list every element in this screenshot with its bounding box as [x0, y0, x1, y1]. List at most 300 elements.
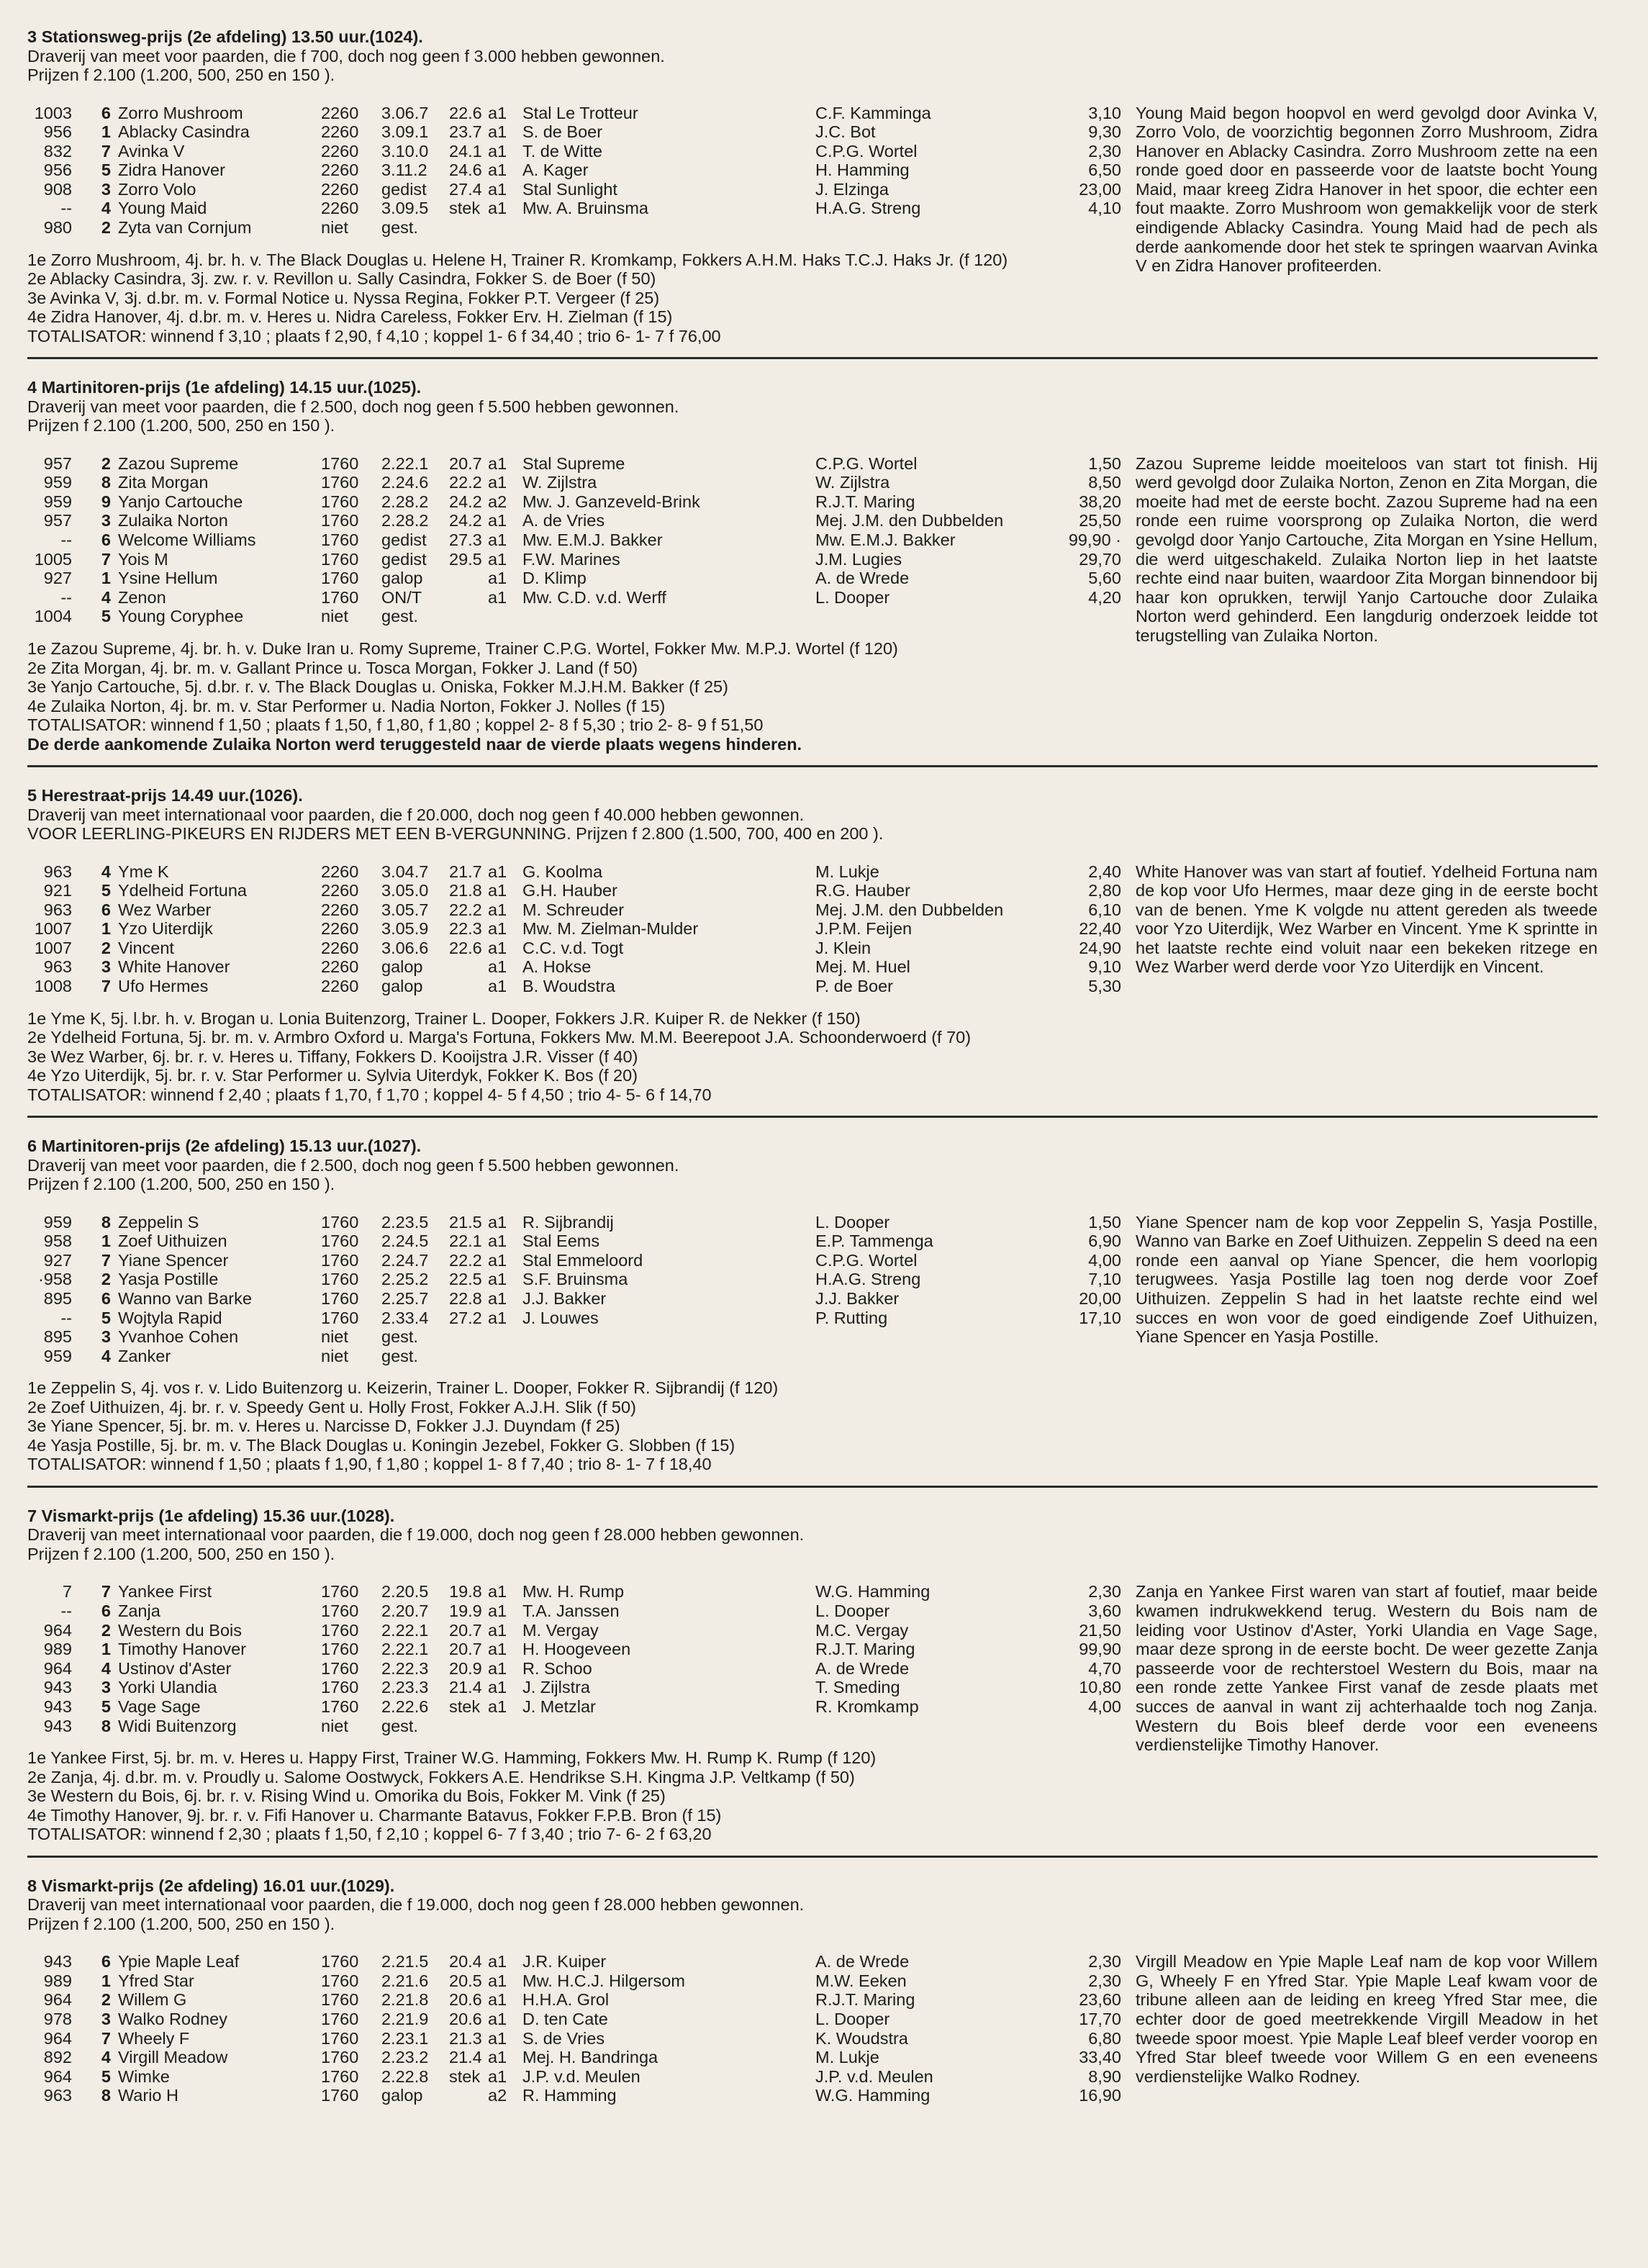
result-row	[27, 1347, 1598, 1366]
entry-owner: A. Kager	[522, 161, 589, 180]
entry-driver: C.P.G. Wortel	[815, 1250, 918, 1270]
entry-driver: R. Kromkamp	[815, 1697, 919, 1716]
results-table	[27, 1952, 1598, 2105]
entry-horse: Yankee First	[118, 1582, 212, 1601]
entry-driver: P. de Boer	[815, 977, 894, 996]
entry-red: 20.4	[449, 1952, 482, 1971]
entry-prev: 959	[43, 1212, 72, 1232]
entry-prev: 963	[43, 957, 72, 977]
race-section	[27, 27, 1598, 345]
entry-driver: A. de Wrede	[815, 1952, 910, 1971]
entry-red: 21.7	[449, 862, 482, 881]
entry-owner: Mw. A. Bruinsma	[522, 199, 648, 218]
entry-prev: 895	[43, 1289, 72, 1309]
totalisator-line: TOTALISATOR: winnend f 2,40 ; plaats f 1,70, f 1,70 ; koppel 4- 5 f 4,50 ; trio 4- 5- 6 f 14,70	[27, 1085, 712, 1104]
result-row	[27, 2086, 1598, 2105]
entry-time: 2.21.8	[381, 1990, 429, 2010]
section-divider	[27, 765, 1598, 767]
results-table	[27, 862, 1598, 996]
entry-cat: a1	[488, 1289, 507, 1309]
entry-red: 22.1	[449, 1232, 482, 1251]
entry-owner: G.H. Hauber	[522, 881, 617, 900]
entry-owner: R. Sijbrandij	[522, 1212, 614, 1232]
entry-owner: J. Louwes	[522, 1308, 599, 1327]
race-report: White Hanover was van start af foutief. Ydelheid Fortuna nam de kop voor Ufo Hermes, maar deze ging in de eerste bocht van de benen. Yme K volgde nu attent gereden als tweede voor Yzo Uiterdijk, Wez Warber en Vincent. Yme K sprintte in het laatste rechte eind voluit naar een bekeken ritzege en Wez Warber werd derde voor Yzo Uiterdijk en Vincent.	[1136, 862, 1598, 977]
entry-dist: niet	[321, 1716, 348, 1735]
entry-dist: 1760	[321, 2086, 359, 2105]
entry-time: 2.28.2	[381, 511, 429, 530]
placing-line: 3e Yanjo Cartouche, 5j. d.br. r. v. The Black Douglas u. Oniska, Fokker M.J.H.M. Bakker (f 25)	[27, 677, 728, 696]
entry-num: 8	[101, 1716, 111, 1735]
entry-prev: 1007	[34, 938, 72, 957]
entry-red: 27.4	[449, 179, 482, 199]
entry-num: 1	[101, 1232, 111, 1251]
entry-num: 5	[101, 161, 111, 180]
entry-driver: W.G. Hamming	[815, 1582, 931, 1601]
entry-driver: W. Zijlstra	[815, 473, 890, 492]
placing-line: 2e Ydelheid Fortuna, 5j. br. m. v. Armbro Oxford u. Marga's Fortuna, Fokkers Mw. M.M. Beerepoot J.A. Schoonderwoerd (f 70)	[27, 1028, 972, 1047]
entry-dist: 1760	[321, 2009, 359, 2028]
entry-cat: a1	[488, 1232, 507, 1251]
entry-num: 3	[101, 1678, 111, 1697]
entry-time: gest.	[381, 1327, 418, 1347]
entry-odds: 16,90	[1079, 2086, 1121, 2105]
entry-driver: Mej. M. Huel	[815, 957, 910, 977]
entry-time: 3.06.7	[381, 103, 429, 122]
entry-owner: Stal Emmeloord	[522, 1250, 643, 1270]
placing-line: 1e Yankee First, 5j. br. m. v. Heres u. Happy First, Trainer W.G. Hamming, Fokkers Mw. H. Rump K. Rump (f 120)	[27, 1748, 877, 1768]
entry-time: 3.05.9	[381, 919, 429, 939]
entry-cat: a1	[488, 587, 507, 607]
entry-prev: 943	[43, 1697, 72, 1716]
placing-line: 1e Yme K, 5j. l.br. h. v. Brogan u. Lonia Buitenzorg, Trainer L. Dooper, Fokkers J.R. Kuiper R. de Nekker (f 150)	[27, 1008, 861, 1028]
entry-prev: 1004	[34, 607, 72, 626]
entry-time: 3.09.1	[381, 122, 429, 142]
entry-num: 1	[101, 1640, 111, 1659]
race-note: De derde aankomende Zulaika Norton werd teruggesteld naar de vierde plaats wegens hinderen.	[27, 734, 802, 754]
entry-horse: Willem G	[118, 1990, 187, 2010]
results-table	[27, 1582, 1598, 1755]
entry-odds: 99,90	[1079, 1640, 1121, 1659]
entry-horse: Young Coryphee	[118, 607, 244, 626]
entry-owner: D. Klimp	[522, 569, 587, 588]
entry-time: galop	[381, 977, 423, 996]
entry-red: 21.8	[449, 881, 482, 900]
entry-red: 20.7	[449, 1640, 482, 1659]
entry-dist: 1760	[321, 1601, 359, 1620]
entry-time: 3.11.2	[381, 161, 427, 180]
entry-red: stek	[449, 199, 481, 218]
entry-driver: A. de Wrede	[815, 1658, 910, 1678]
race-conditions: Prijzen f 2.100 (1.200, 500, 250 en 150 ).	[27, 1544, 335, 1563]
entry-red: 22.6	[449, 103, 482, 122]
entry-red: 22.2	[449, 1250, 482, 1270]
entry-dist: 1760	[321, 1289, 359, 1309]
entry-dist: 2260	[321, 161, 359, 180]
entry-odds: 6,80	[1088, 2028, 1121, 2048]
entry-red: 24.2	[449, 511, 482, 530]
entry-cat: a1	[488, 938, 507, 957]
entry-prev: 7	[62, 1582, 72, 1601]
entry-owner: R. Hamming	[522, 2086, 617, 2105]
entry-prev: --	[60, 587, 72, 607]
entry-dist: 1760	[321, 2066, 359, 2086]
entry-odds: 24,90	[1079, 938, 1121, 957]
placing-line: 2e Zoef Uithuizen, 4j. br. r. v. Speedy Gent u. Holly Frost, Fokker A.J.H. Slik (f 50)	[27, 1397, 636, 1417]
entry-prev: 964	[43, 1990, 72, 2010]
entry-time: 3.09.5	[381, 199, 429, 218]
entry-prev: 832	[43, 141, 72, 161]
entry-driver: Mw. E.M.J. Bakker	[815, 530, 956, 550]
entry-horse: Yanjo Cartouche	[118, 492, 243, 511]
placing-line: 1e Zeppelin S, 4j. vos r. v. Lido Buitenzorg u. Keizerin, Trainer L. Dooper, Fokker R. Sijbrandij (f 120)	[27, 1378, 779, 1398]
entry-owner: B. Woudstra	[522, 977, 615, 996]
entry-num: 8	[101, 1212, 111, 1232]
entry-dist: 2260	[321, 179, 359, 199]
entry-num: 1	[101, 1971, 111, 1990]
entry-odds: 20,00	[1079, 1289, 1121, 1309]
race-conditions: Draverij van meet internationaal voor paarden, die f 20.000, doch nog geen f 40.000 hebben gewonnen.	[27, 805, 805, 824]
entry-dist: 1760	[321, 1678, 359, 1697]
placing-line: 3e Wez Warber, 6j. br. r. v. Heres u. Tiffany, Fokkers D. Kooijstra J.R. Visser (f 40)	[27, 1047, 638, 1066]
entry-prev: 958	[43, 1232, 72, 1251]
entry-num: 5	[101, 2066, 111, 2086]
entry-dist: 1760	[321, 492, 359, 511]
entry-time: 2.33.4	[381, 1308, 429, 1327]
entry-red: 21.3	[449, 2028, 482, 2048]
entry-cat: a1	[488, 530, 507, 550]
entry-prev: 943	[43, 1716, 72, 1735]
race-conditions: Prijzen f 2.100 (1.200, 500, 250 en 150 ).	[27, 1914, 335, 1933]
entry-prev: --	[60, 1308, 72, 1327]
entry-dist: 1760	[321, 2028, 359, 2048]
placing-line: 1e Zazou Supreme, 4j. br. h. v. Duke Iran u. Romy Supreme, Trainer C.P.G. Wortel, Fokker Mw. M.P.J. Wortel (f 120)	[27, 639, 898, 658]
entry-odds: 2,80	[1088, 881, 1121, 900]
entry-cat: a1	[488, 2048, 507, 2067]
entry-owner: S. de Boer	[522, 122, 603, 142]
entry-dist: 1760	[321, 2048, 359, 2067]
entry-owner: M. Vergay	[522, 1620, 599, 1640]
entry-red: 22.5	[449, 1270, 482, 1289]
entry-prev: 980	[43, 218, 72, 238]
entry-driver: J. Elzinga	[815, 179, 889, 199]
entry-prev: 964	[43, 1620, 72, 1640]
entry-time: 2.23.2	[381, 2048, 429, 2067]
entry-odds: 25,50	[1079, 511, 1121, 530]
entry-prev: 989	[43, 1640, 72, 1659]
entry-horse: Zita Morgan	[118, 473, 209, 492]
race-section	[27, 1506, 1598, 1844]
race-conditions: Prijzen f 2.100 (1.200, 500, 250 en 150 ).	[27, 1175, 335, 1194]
entry-horse: Widi Buitenzorg	[118, 1716, 237, 1735]
entry-cat: a1	[488, 1308, 507, 1327]
entry-dist: 2260	[321, 919, 359, 939]
entry-cat: a1	[488, 1640, 507, 1659]
entry-dist: 1760	[321, 1250, 359, 1270]
entry-driver: J. Klein	[815, 938, 871, 957]
entry-odds: 2,40	[1088, 862, 1121, 881]
entry-owner: D. ten Cate	[522, 2009, 608, 2028]
entry-time: 2.23.3	[381, 1678, 429, 1697]
entry-cat: a1	[488, 1601, 507, 1620]
entry-odds: 3,60	[1088, 1601, 1121, 1620]
entry-num: 4	[101, 587, 111, 607]
race-title: 7 Vismarkt-prijs (1e afdeling) 15.36 uur.(1028).	[27, 1506, 395, 1525]
entry-cat: a1	[488, 1990, 507, 2010]
race-details	[27, 1748, 1598, 1844]
entry-time: 2.21.5	[381, 1952, 429, 1971]
race-report: Young Maid begon hoopvol en werd gevolgd door Avinka V, Zorro Volo, de voorzichtig begonnen Zorro Mushroom, Zidra Hanover en Ablacky Casindra. Zorro Mushroom zette na een ronde goed door en passeerde voor de laatste bocht Young Maid, maar kreeg Zidra Hanover in het spoor, die echter een fout maakte. Zorro Mushroom won gemakkelijk voor de sterk eindigende Ablacky Casindra. Young Maid had de pech als derde aankomende door het stek te springen waarvan Avinka V en Zidra Hanover profiteerden.	[1136, 103, 1598, 276]
entry-owner: F.W. Marines	[522, 549, 620, 569]
entry-odds: 22,40	[1079, 919, 1121, 939]
entry-odds: 6,10	[1088, 900, 1121, 919]
entry-num: 8	[101, 2086, 111, 2105]
entry-driver: H.A.G. Streng	[815, 199, 921, 218]
entry-dist: 1760	[321, 1270, 359, 1289]
entry-horse: Ydelheid Fortuna	[118, 881, 247, 900]
entry-prev: 978	[43, 2009, 72, 2028]
entry-red: 27.3	[449, 530, 482, 550]
entry-cat: a1	[488, 977, 507, 996]
entry-time: gest.	[381, 218, 418, 238]
entry-time: gest.	[381, 1346, 418, 1365]
entry-cat: a1	[488, 453, 507, 473]
entry-dist: 1760	[321, 1582, 359, 1601]
entry-owner: J.R. Kuiper	[522, 1952, 607, 1971]
entry-num: 6	[101, 1289, 111, 1309]
entry-prev: 927	[43, 1250, 72, 1270]
entry-cat: a1	[488, 881, 507, 900]
entry-red: 29.5	[449, 549, 482, 569]
entry-owner: T.A. Janssen	[522, 1601, 620, 1620]
entry-dist: 2260	[321, 141, 359, 161]
entry-time: ON/T	[381, 587, 422, 607]
entry-owner: Mw. H.C.J. Hilgersom	[522, 1971, 685, 1990]
entry-horse: Ysine Hellum	[118, 569, 218, 588]
entry-horse: Zorro Volo	[118, 179, 196, 199]
entry-owner: Mej. H. Bandringa	[522, 2048, 658, 2067]
entry-prev: 959	[43, 473, 72, 492]
entry-driver: R.J.T. Maring	[815, 492, 915, 511]
entry-num: 4	[101, 1658, 111, 1678]
entry-time: 3.05.7	[381, 900, 429, 919]
section-divider	[27, 1486, 1598, 1488]
entry-odds: 6,50	[1088, 161, 1121, 180]
entry-cat: a1	[488, 473, 507, 492]
entry-prev: 956	[43, 161, 72, 180]
entry-time: galop	[381, 957, 423, 977]
race-title: 5 Herestraat-prijs 14.49 uur.(1026).	[27, 786, 303, 805]
entry-num: 7	[101, 977, 111, 996]
entry-time: 2.24.6	[381, 473, 429, 492]
entry-owner: C.C. v.d. Togt	[522, 938, 624, 957]
entry-time: gest.	[381, 1716, 418, 1735]
entry-odds: 8,90	[1088, 2066, 1121, 2086]
entry-odds: 33,40	[1079, 2048, 1121, 2067]
entry-owner: J. Metzlar	[522, 1697, 596, 1716]
entry-prev: 963	[43, 862, 72, 881]
section-divider	[27, 1116, 1598, 1118]
entry-prev: 943	[43, 1678, 72, 1697]
entry-prev: 964	[43, 2028, 72, 2048]
entry-red: 20.7	[449, 1620, 482, 1640]
entry-dist: 2260	[321, 122, 359, 142]
entry-prev: 895	[43, 1327, 72, 1347]
race-conditions: Draverij van meet voor paarden, die f 700, doch nog geen f 3.000 hebben gewonnen.	[27, 46, 665, 65]
entry-red: 20.6	[449, 2009, 482, 2028]
entry-red: 20.5	[449, 1971, 482, 1990]
race-conditions: Draverij van meet internationaal voor paarden, die f 19.000, doch nog geen f 28.000 hebben gewonnen.	[27, 1895, 805, 1915]
entry-prev: 956	[43, 122, 72, 142]
entry-num: 2	[101, 218, 111, 238]
totalisator-line: TOTALISATOR: winnend f 2,30 ; plaats f 1,50, f 2,10 ; koppel 6- 7 f 3,40 ; trio 7- 6- 2 f 63,20	[27, 1825, 712, 1844]
entry-time: 2.22.1	[381, 1640, 429, 1659]
entry-owner: A. de Vries	[522, 511, 605, 530]
entry-odds: 38,20	[1079, 492, 1121, 511]
entry-driver: J.C. Bot	[815, 122, 876, 142]
entry-num: 3	[101, 2009, 111, 2028]
entry-time: 2.22.6	[381, 1697, 429, 1716]
entry-prev: 963	[43, 900, 72, 919]
entry-cat: a1	[488, 1250, 507, 1270]
entry-dist: 2260	[321, 881, 359, 900]
entry-num: 2	[101, 1620, 111, 1640]
entry-dist: niet	[321, 1327, 348, 1347]
placing-line: 3e Yiane Spencer, 5j. br. m. v. Heres u. Narcisse D, Fokker J.J. Duyndam (f 25)	[27, 1417, 620, 1436]
entry-cat: a1	[488, 122, 507, 142]
entry-horse: Wez Warber	[118, 900, 212, 919]
entry-driver: M.W. Eeken	[815, 1971, 907, 1990]
entry-num: 9	[101, 492, 111, 511]
entry-num: 1	[101, 122, 111, 142]
placing-line: 2e Zanja, 4j. d.br. m. v. Proudly u. Salome Oostwyck, Fokkers A.E. Hendrikse S.H. Kingma J.P. Veltkamp (f 50)	[27, 1767, 855, 1786]
entry-owner: S.F. Bruinsma	[522, 1270, 628, 1289]
entry-num: 7	[101, 1582, 111, 1601]
entry-dist: 1760	[321, 1971, 359, 1990]
entry-odds: 21,50	[1079, 1620, 1121, 1640]
race-report: Virgill Meadow en Ypie Maple Leaf nam de kop voor Willem G, Wheely F en Yfred Star. Ypie Maple Leaf kwam voor de tribune alleen aan de leiding en kreeg Yfred Star mee, die echter door de goed meetrekkende Virgill Meadow in het tweede spoor moest. Ypie Maple Leaf bleef verder voorop en Yfred Star bleef tweede voor Willem G en een eveneens verdienstelijke Walko Rodney.	[1136, 1952, 1598, 2086]
entry-horse: Wario H	[118, 2086, 178, 2105]
entry-num: 7	[101, 141, 111, 161]
entry-dist: 1760	[321, 453, 359, 473]
entry-driver: K. Woudstra	[815, 2028, 908, 2048]
entry-num: 2	[101, 453, 111, 473]
entry-dist: 1760	[321, 1620, 359, 1640]
entry-time: 2.22.1	[381, 453, 429, 473]
entry-horse: Ablacky Casindra	[118, 122, 250, 142]
placing-line: 4e Yzo Uiterdijk, 5j. br. r. v. Star Performer u. Sylvia Uiterdyk, Fokker K. Bos (f 20)	[27, 1066, 638, 1085]
entry-odds: 3,10	[1088, 103, 1121, 122]
entry-red: 22.8	[449, 1289, 482, 1309]
placing-line: 4e Zidra Hanover, 4j. d.br. m. v. Heres u. Nidra Careless, Fokker Erv. H. Zielman (f 15)	[27, 307, 673, 327]
entry-dist: 1760	[321, 1697, 359, 1716]
entry-odds: 17,10	[1079, 1308, 1121, 1327]
entry-odds: 10,80	[1079, 1678, 1121, 1697]
entry-odds: 2,30	[1088, 1582, 1121, 1601]
entry-dist: niet	[321, 218, 348, 238]
entry-horse: Yme K	[118, 862, 169, 881]
entry-red: 22.2	[449, 473, 482, 492]
entry-dist: 1760	[321, 1232, 359, 1251]
entry-red: 19.8	[449, 1582, 482, 1601]
entry-odds: 5,60	[1088, 569, 1121, 588]
entry-driver: M. Lukje	[815, 2048, 879, 2067]
entry-cat: a1	[488, 549, 507, 569]
entry-time: 2.21.9	[381, 2009, 429, 2028]
race-report: Zanja en Yankee First waren van start af foutief, maar beide kwamen indrukwekkend terug. Western du Bois nam de leiding voor Ustinov d'Aster, Yorki Ulandia en Vage Sage, maar deze sprong in de eerste bocht. De weer gezette Zanja passeerde voor de rechterstoel Western du Bois, maar na een ronde zette Yankee First vanaf de zesde plaats met succes de aanval in want zij achterhaalde toch nog Zanja. Western du Bois bleef derde voor een eveneens verdienstelijke Timothy Hanover.	[1136, 1582, 1598, 1755]
entry-red: 19.9	[449, 1601, 482, 1620]
entry-owner: Stal Le Trotteur	[522, 103, 638, 122]
placing-line: 3e Western du Bois, 6j. br. r. v. Rising Wind u. Omorika du Bois, Fokker M. Vink (f 25)	[27, 1786, 666, 1806]
entry-horse: Yasja Postille	[118, 1270, 219, 1289]
race-report: Zazou Supreme leidde moeiteloos van start tot finish. Hij werd gevolgd door Zulaika Norton, Zenon en Zita Morgan, die moeite had met de eerste bocht. Zazou Supreme had na een ronde een ruime voorsprong op Zulaika Norton, die werd gevolgd door Yanjo Cartouche, Zita Morgan en Ysine Hellum, die werd uitgeschakeld. Zulaika Norton liep in het laatste rechte eind naar buiten, waardoor Zita Morgan binnendoor bij haar kon oprukken, terwijl Yanjo Cartouche door Zulaika Norton werd gehinderd. Een langdurig onderzoek leidde tot terugstelling van Zulaika Norton.	[1136, 453, 1598, 645]
entry-odds: 4,70	[1088, 1658, 1121, 1678]
entry-num: 1	[101, 569, 111, 588]
entry-driver: H. Hamming	[815, 161, 910, 180]
entry-cat: a2	[488, 2086, 507, 2105]
entry-horse: Zanker	[118, 1346, 171, 1365]
entry-cat: a1	[488, 957, 507, 977]
race-title: 4 Martinitoren-prijs (1e afdeling) 14.15 uur.(1025).	[27, 378, 422, 397]
entry-dist: niet	[321, 1346, 348, 1365]
entry-driver: C.F. Kamminga	[815, 103, 931, 122]
entry-num: 5	[101, 881, 111, 900]
entry-horse: Virgill Meadow	[118, 2048, 228, 2067]
entry-driver: J.P.M. Feijen	[815, 919, 913, 939]
race-section	[27, 1876, 1598, 2105]
entry-driver: C.P.G. Wortel	[815, 141, 918, 161]
entry-horse: Wojtyla Rapid	[118, 1308, 222, 1327]
entry-time: 2.22.8	[381, 2066, 429, 2086]
entry-num: 5	[101, 1308, 111, 1327]
entry-num: 6	[101, 103, 111, 122]
entry-red: 24.2	[449, 492, 482, 511]
entry-owner: W. Zijlstra	[522, 473, 597, 492]
entry-odds: 4,10	[1088, 199, 1121, 218]
entry-num: 6	[101, 530, 111, 550]
entry-dist: 1760	[321, 1658, 359, 1678]
entry-time: 2.25.2	[381, 1270, 429, 1289]
entry-horse: Zeppelin S	[118, 1212, 199, 1232]
race-title: 8 Vismarkt-prijs (2e afdeling) 16.01 uur.(1029).	[27, 1876, 395, 1895]
entry-horse: Western du Bois	[118, 1620, 242, 1640]
entry-horse: Yfred Star	[118, 1971, 194, 1990]
entry-cat: a1	[488, 179, 507, 199]
placing-line: 4e Timothy Hanover, 9j. br. r. v. Fifi Hanover u. Charmante Batavus, Fokker F.P.B. Bron (f 15)	[27, 1805, 722, 1825]
entry-owner: G. Koolma	[522, 862, 603, 881]
entry-num: 7	[101, 549, 111, 569]
entry-odds: 1,50	[1088, 1212, 1121, 1232]
entry-horse: Wheely F	[118, 2028, 190, 2048]
entry-dist: 2260	[321, 900, 359, 919]
entry-odds: 8,50	[1088, 473, 1121, 492]
entry-horse: Zanja	[118, 1601, 160, 1620]
entry-owner: Mw. E.M.J. Bakker	[522, 530, 663, 550]
entry-owner: H.H.A. Grol	[522, 1990, 610, 2010]
entry-odds: 23,00	[1079, 179, 1121, 199]
entry-odds: 29,70	[1079, 549, 1121, 569]
entry-prev: 943	[43, 1952, 72, 1971]
entry-horse: Yorki Ulandia	[118, 1678, 217, 1697]
placing-line: 4e Yasja Postille, 5j. br. m. v. The Black Douglas u. Koningin Jezebel, Fokker G. Slobben (f 15)	[27, 1435, 735, 1455]
entry-driver: R.G. Hauber	[815, 881, 910, 900]
entry-owner: A. Hokse	[522, 957, 592, 977]
entry-driver: J.M. Lugies	[815, 549, 902, 569]
entry-owner: R. Schoo	[522, 1658, 592, 1678]
entry-red: 21.5	[449, 1212, 482, 1232]
entry-owner: J. Zijlstra	[522, 1678, 590, 1697]
race-conditions: Draverij van meet voor paarden, die f 2.500, doch nog geen f 5.500 hebben gewonnen.	[27, 1155, 679, 1175]
